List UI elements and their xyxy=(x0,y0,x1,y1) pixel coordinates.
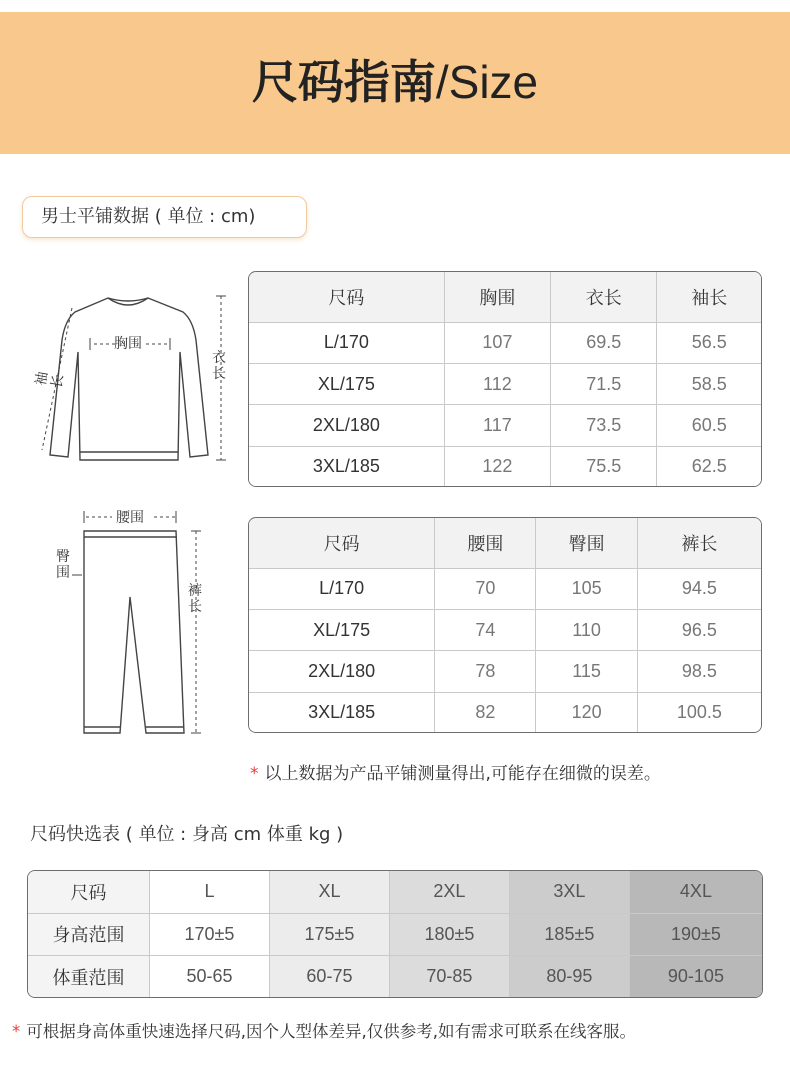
pants-outline-icon xyxy=(50,507,220,747)
header-cell: 胸围 xyxy=(445,272,551,323)
hip-label: 臀围 xyxy=(56,549,70,581)
table-cell: 56.5 xyxy=(657,323,761,364)
page-title xyxy=(0,52,790,112)
table-cell: 112 xyxy=(445,364,551,405)
table-cell: 80-95 xyxy=(510,956,630,997)
pants-diagram xyxy=(50,507,220,747)
table-row xyxy=(249,569,761,610)
table-cell: 94.5 xyxy=(638,569,761,610)
quick-size-table xyxy=(27,870,763,998)
note-star: * xyxy=(250,764,259,784)
table-header-row xyxy=(249,272,761,323)
header-cell: 尺码 xyxy=(249,272,445,323)
table-cell: 100.5 xyxy=(638,693,761,732)
header-cell: 腰围 xyxy=(435,518,536,569)
table-cell: 90-105 xyxy=(630,956,762,997)
header-cell: 尺码 xyxy=(249,518,435,569)
table-cell: 170±5 xyxy=(150,914,270,957)
note-text: 可根据身高体重快速选择尺码,因个人型体差异,仅供参考,如有需求可联系在线客服。 xyxy=(26,1022,636,1041)
table-row xyxy=(28,914,762,957)
table-cell: 2XL/180 xyxy=(249,405,445,446)
header-cell: 袖长 xyxy=(657,272,761,323)
table-cell: 3XL/185 xyxy=(249,447,445,486)
table-row xyxy=(249,323,761,364)
table-cell: 3XL xyxy=(510,871,630,914)
note-text: 以上数据为产品平铺测量得出,可能存在细微的误差。 xyxy=(264,764,661,784)
pants-length-label: 裤长 xyxy=(188,583,202,615)
top-size-table xyxy=(248,271,762,487)
table-cell: 82 xyxy=(435,693,536,732)
waist-label: 腰围 xyxy=(116,510,144,526)
shirt-diagram xyxy=(18,290,238,470)
table-cell: XL/175 xyxy=(249,364,445,405)
row-header: 体重范围 xyxy=(28,956,150,997)
table-row xyxy=(249,651,761,692)
flat-data-label: 男士平铺数据 ( 单位 : cm) xyxy=(22,196,307,238)
table-cell: 185±5 xyxy=(510,914,630,957)
table-cell: L xyxy=(150,871,270,914)
bottom-size-table xyxy=(248,517,762,733)
table-cell: 180±5 xyxy=(390,914,510,957)
table-cell: 107 xyxy=(445,323,551,364)
table-row xyxy=(249,364,761,405)
table-cell: 73.5 xyxy=(551,405,657,446)
table-cell: 78 xyxy=(435,651,536,692)
table-cell: L/170 xyxy=(249,323,445,364)
measurement-note xyxy=(250,759,661,784)
table-cell: XL/175 xyxy=(249,610,435,651)
table-cell: 70-85 xyxy=(390,956,510,997)
table-cell: 110 xyxy=(536,610,637,651)
table-cell: 105 xyxy=(536,569,637,610)
note-star: * xyxy=(12,1022,21,1041)
table-cell: 71.5 xyxy=(551,364,657,405)
table-cell: 96.5 xyxy=(638,610,761,651)
table-cell: 50-65 xyxy=(150,956,270,997)
table-cell: XL xyxy=(270,871,390,914)
table-cell: 117 xyxy=(445,405,551,446)
title-cn: 尺码指南 xyxy=(251,55,436,109)
table-cell: 70 xyxy=(435,569,536,610)
header-cell: 衣长 xyxy=(551,272,657,323)
table-cell: 190±5 xyxy=(630,914,762,957)
table-cell: 2XL/180 xyxy=(249,651,435,692)
table-cell: L/170 xyxy=(249,569,435,610)
table-cell: 175±5 xyxy=(270,914,390,957)
sleeve-label: 袖长 xyxy=(33,370,67,390)
table-cell: 4XL xyxy=(630,871,762,914)
table-cell: 58.5 xyxy=(657,364,761,405)
table-cell: 122 xyxy=(445,447,551,486)
table-row xyxy=(28,956,762,997)
table-cell: 69.5 xyxy=(551,323,657,364)
title-en: /Size xyxy=(435,56,539,108)
table-cell: 3XL/185 xyxy=(249,693,435,732)
table-row xyxy=(249,447,761,486)
row-header: 身高范围 xyxy=(28,914,150,957)
table-cell: 98.5 xyxy=(638,651,761,692)
chest-label: 胸围 xyxy=(114,336,142,352)
table-row xyxy=(249,405,761,446)
table-cell: 2XL xyxy=(390,871,510,914)
quick-table-title: 尺码快选表 ( 单位 : 身高 cm 体重 kg ) xyxy=(30,824,344,845)
table-cell: 60-75 xyxy=(270,956,390,997)
selection-note xyxy=(12,1018,636,1042)
row-header: 尺码 xyxy=(28,871,150,914)
table-row xyxy=(249,610,761,651)
table-cell: 120 xyxy=(536,693,637,732)
table-cell: 62.5 xyxy=(657,447,761,486)
table-cell: 74 xyxy=(435,610,536,651)
header-cell: 裤长 xyxy=(638,518,761,569)
table-cell: 60.5 xyxy=(657,405,761,446)
table-cell: 115 xyxy=(536,651,637,692)
header-cell: 臀围 xyxy=(536,518,637,569)
length-label: 衣长 xyxy=(212,350,226,382)
table-row xyxy=(249,693,761,732)
table-row xyxy=(28,871,762,914)
table-cell: 75.5 xyxy=(551,447,657,486)
table-header-row xyxy=(249,518,761,569)
